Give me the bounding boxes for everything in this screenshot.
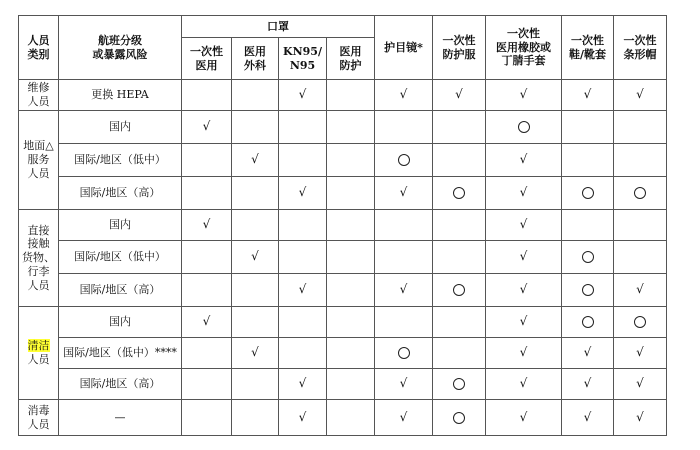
risk-cell: 更换 HEPA (59, 80, 182, 111)
mark-cell (614, 210, 667, 241)
mark-cell (614, 144, 667, 177)
mark-cell (232, 144, 279, 177)
mark-cell (562, 177, 614, 210)
circle-mark-icon (582, 251, 594, 263)
mark-cell (375, 144, 433, 177)
check-mark-icon: √ (583, 376, 592, 391)
mark-cell (614, 80, 667, 111)
table-row (19, 210, 667, 241)
mark-cell (232, 177, 279, 210)
circle-mark-icon (453, 378, 465, 390)
check-mark-icon: √ (519, 282, 528, 297)
check-mark-icon: √ (298, 185, 307, 200)
category-disinfection: 消毒 人员 (19, 400, 59, 436)
check-mark-icon: √ (399, 282, 408, 297)
mark-cell (279, 80, 327, 111)
circle-mark-icon (453, 187, 465, 199)
mark-cell (327, 338, 375, 369)
circle-mark-icon (582, 284, 594, 296)
header-row-1 (19, 16, 667, 38)
circle-mark-icon (634, 187, 646, 199)
mark-cell (232, 400, 279, 436)
category-ground-service: 地面△ 服务 人员 (19, 111, 59, 210)
mark-cell (562, 241, 614, 274)
mark-cell (486, 369, 562, 400)
table-row (19, 274, 667, 307)
mark-cell (232, 111, 279, 144)
circle-mark-icon (582, 187, 594, 199)
mark-cell (375, 80, 433, 111)
mark-cell (232, 338, 279, 369)
mark-cell (182, 144, 232, 177)
mark-cell (486, 210, 562, 241)
circle-mark-icon (634, 316, 646, 328)
mark-cell (562, 369, 614, 400)
mark-cell (279, 307, 327, 338)
check-mark-icon: √ (583, 87, 592, 102)
mark-cell (562, 210, 614, 241)
mark-cell (327, 369, 375, 400)
mark-cell (433, 241, 486, 274)
check-mark-icon: √ (519, 345, 528, 360)
mark-cell (182, 80, 232, 111)
header-mask-group: 口罩 (182, 16, 375, 38)
mark-cell (182, 111, 232, 144)
circle-mark-icon (398, 347, 410, 359)
table-row (19, 241, 667, 274)
risk-cell: 国际/地区（低中）**** (59, 338, 182, 369)
mark-cell (279, 274, 327, 307)
check-mark-icon: √ (636, 345, 644, 360)
mark-cell (562, 111, 614, 144)
mark-cell (182, 338, 232, 369)
check-mark-icon: √ (399, 185, 408, 200)
mark-cell (279, 144, 327, 177)
table-row (19, 80, 667, 111)
circle-mark-icon (398, 154, 410, 166)
mark-cell (279, 369, 327, 400)
check-mark-icon: √ (251, 152, 259, 167)
mark-cell (486, 307, 562, 338)
table-row (19, 338, 667, 369)
mark-cell (486, 400, 562, 436)
check-mark-icon: √ (519, 152, 528, 167)
check-mark-icon: √ (399, 409, 408, 424)
header-mask-disposable-medical: 一次性 医用 (182, 38, 232, 80)
header-risk-level: 航班分级 或暴露风险 (59, 16, 182, 80)
mark-cell (614, 274, 667, 307)
mark-cell (433, 210, 486, 241)
header-cap: 一次性 条形帽 (614, 16, 667, 80)
mark-cell (433, 338, 486, 369)
mark-cell (327, 307, 375, 338)
check-mark-icon: √ (519, 185, 528, 200)
ppe-table (18, 15, 667, 436)
check-mark-icon: √ (519, 217, 528, 232)
mark-cell (562, 80, 614, 111)
mark-cell (327, 210, 375, 241)
mark-cell (375, 241, 433, 274)
mark-cell (486, 80, 562, 111)
mark-cell (232, 369, 279, 400)
header-person-category: 人员 类别 (19, 16, 59, 80)
header-mask-kn95: KN95/ N95 (279, 38, 327, 80)
header-mask-protective: 医用 防护 (327, 38, 375, 80)
check-mark-icon: √ (519, 249, 528, 264)
mark-cell (562, 307, 614, 338)
mark-cell (327, 400, 375, 436)
check-mark-icon: √ (519, 314, 528, 329)
risk-cell: 国际/地区（低中） (59, 241, 182, 274)
circle-mark-icon (518, 121, 530, 133)
table-row (19, 177, 667, 210)
mark-cell (182, 241, 232, 274)
mark-cell (375, 111, 433, 144)
mark-cell (562, 338, 614, 369)
check-mark-icon: √ (583, 409, 592, 424)
mark-cell (433, 80, 486, 111)
mark-cell (327, 144, 375, 177)
mark-cell (486, 144, 562, 177)
mark-cell (433, 177, 486, 210)
check-mark-icon: √ (636, 87, 644, 102)
risk-cell: 国际/地区（高） (59, 177, 182, 210)
mark-cell (614, 177, 667, 210)
mark-cell (486, 338, 562, 369)
mark-cell (327, 274, 375, 307)
mark-cell (375, 400, 433, 436)
table-row (19, 111, 667, 144)
mark-cell (433, 144, 486, 177)
mark-cell (433, 307, 486, 338)
check-mark-icon: √ (519, 376, 528, 391)
mark-cell (327, 241, 375, 274)
mark-cell (279, 177, 327, 210)
risk-cell: 国内 (59, 111, 182, 144)
mark-cell (232, 274, 279, 307)
risk-cell: — (59, 400, 182, 436)
mark-cell (562, 144, 614, 177)
mark-cell (614, 338, 667, 369)
header-gloves: 一次性 医用橡胶或 丁腈手套 (486, 16, 562, 80)
table-row (19, 369, 667, 400)
mark-cell (232, 80, 279, 111)
mark-cell (375, 338, 433, 369)
mark-cell (614, 111, 667, 144)
mark-cell (433, 274, 486, 307)
ppe-table-container (18, 15, 667, 436)
mark-cell (182, 307, 232, 338)
mark-cell (182, 369, 232, 400)
check-mark-icon: √ (251, 249, 259, 264)
risk-cell: 国际/地区（高） (59, 369, 182, 400)
mark-cell (433, 369, 486, 400)
mark-cell (614, 400, 667, 436)
risk-cell: 国际/地区（低中） (59, 144, 182, 177)
mark-cell (562, 400, 614, 436)
mark-cell (433, 400, 486, 436)
mark-cell (433, 111, 486, 144)
check-mark-icon: √ (298, 376, 307, 391)
risk-cell: 国内 (59, 210, 182, 241)
circle-mark-icon (453, 284, 465, 296)
circle-mark-icon (453, 412, 465, 424)
mark-cell (375, 307, 433, 338)
risk-cell: 国内 (59, 307, 182, 338)
mark-cell (279, 338, 327, 369)
mark-cell (182, 274, 232, 307)
mark-cell (279, 111, 327, 144)
mark-cell (232, 241, 279, 274)
mark-cell (182, 210, 232, 241)
mark-cell (614, 369, 667, 400)
check-mark-icon: √ (583, 345, 592, 360)
mark-cell (486, 111, 562, 144)
header-goggles: 护目镜* (375, 16, 433, 80)
check-mark-icon: √ (298, 282, 307, 297)
check-mark-icon: √ (636, 376, 644, 391)
mark-cell (182, 400, 232, 436)
mark-cell (232, 307, 279, 338)
header-gown: 一次性 防护服 (433, 16, 486, 80)
table-row (19, 144, 667, 177)
check-mark-icon: √ (298, 409, 307, 424)
risk-cell: 国际/地区（高） (59, 274, 182, 307)
check-mark-icon: √ (636, 282, 644, 297)
header-shoe-cover: 一次性 鞋/靴套 (562, 16, 614, 80)
check-mark-icon: √ (519, 409, 528, 424)
check-mark-icon: √ (202, 314, 211, 329)
check-mark-icon: √ (202, 119, 211, 134)
check-mark-icon: √ (298, 87, 307, 102)
mark-cell (486, 177, 562, 210)
table-row (19, 400, 667, 436)
check-mark-icon: √ (399, 87, 408, 102)
category-cargo-baggage: 直接 接触 货物、 行李 人员 (19, 210, 59, 307)
mark-cell (486, 274, 562, 307)
mark-cell (375, 369, 433, 400)
table-row (19, 307, 667, 338)
category-cleaning: 清洁 人员 (19, 307, 59, 400)
check-mark-icon: √ (251, 345, 259, 360)
mark-cell (614, 241, 667, 274)
header-mask-surgical: 医用 外科 (232, 38, 279, 80)
mark-cell (182, 177, 232, 210)
highlighted-text: 清洁 (27, 339, 50, 353)
mark-cell (327, 111, 375, 144)
mark-cell (279, 210, 327, 241)
mark-cell (562, 274, 614, 307)
mark-cell (375, 210, 433, 241)
mark-cell (327, 80, 375, 111)
mark-cell (375, 177, 433, 210)
check-mark-icon: √ (455, 87, 463, 102)
mark-cell (486, 241, 562, 274)
check-mark-icon: √ (636, 409, 644, 424)
check-mark-icon: √ (399, 376, 408, 391)
mark-cell (279, 241, 327, 274)
circle-mark-icon (582, 316, 594, 328)
check-mark-icon: √ (202, 217, 211, 232)
mark-cell (614, 307, 667, 338)
mark-cell (375, 274, 433, 307)
mark-cell (327, 177, 375, 210)
check-mark-icon: √ (519, 87, 528, 102)
mark-cell (232, 210, 279, 241)
mark-cell (279, 400, 327, 436)
category-maintenance: 维修 人员 (19, 80, 59, 111)
